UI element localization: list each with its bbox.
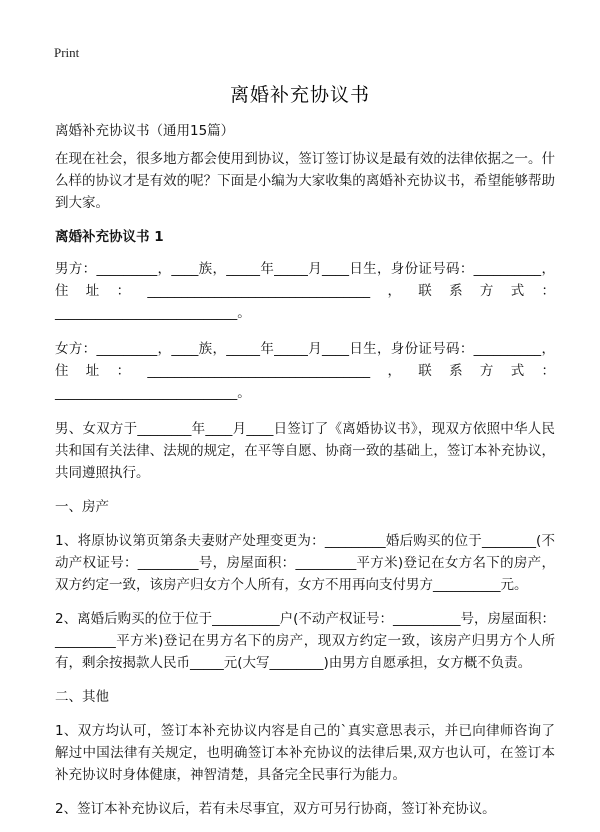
property-clause-2: 2、离婚后购买的位于位于__________户(不动产权证号：__________号，房屋面积：_________平方米)登记在男方名下的房产，现双方约定一致，该房产归男方个人所有，剩余按揭款人民币_____元(大写________)由男方自愿承担，女方概不负责。	[55, 611, 555, 671]
property-clause-1: 1、将原协议第页第条夫妻财产处理变更为：_________婚后购买的位于________(不动产权证号：_________号，房屋面积：_________平方米)登记在女方名下的房产，双方约定一致，该房产归女方个人所有，女方不用再向支付男方__________元。	[55, 533, 555, 593]
document-body	[55, 120, 555, 832]
property-heading: 一、房产	[55, 499, 109, 515]
other-clause-2: 2、签订本补充协议后，若有未尽事宜，双方可另行协商，签订补充协议。	[55, 801, 496, 817]
other-heading: 二、其他	[55, 689, 109, 705]
section-heading: 离婚补充协议书 1	[55, 229, 164, 245]
party-female-paragraph: 女方：_________，____族，_____年_____月____日生，身份证号码：__________，住址：_________________________________，联系方式：___________________________。	[55, 341, 555, 401]
intro-paragraph: 在现在社会，很多地方都会使用到协议，签订签订协议是最有效的法律依据之一。什么样的协议才是有效的呢？下面是小编为大家收集的离婚补充协议书，希望能够帮助到大家。	[55, 151, 555, 211]
document-subtitle: 离婚补充协议书（通用15篇）	[55, 123, 235, 139]
print-link[interactable]: Print	[54, 45, 80, 60]
page-title: 离婚补充协议书	[229, 84, 370, 106]
party-male-paragraph: 男方：_________，____族，_____年_____月____日生，身份证号码：__________，住址：_________________________________，联系方式：___________________________。	[55, 261, 555, 321]
agreement-paragraph: 男、女双方于________年____月____日签订了《离婚协议书》，现双方依照中华人民共和国有关法律、法规的规定，在平等自愿、协商一致的基础上，签订本补充协议，共同遵照执行。	[55, 421, 555, 481]
other-clause-1: 1、双方均认可，签订本补充协议内容是自己的`真实意思表示，并已向律师咨询了解过中国法律有关规定，也明确签订本补充协议的法律后果,双方也认可，在签订本补充协议时身体健康，神智清楚，具备完全民事行为能力。	[55, 723, 555, 783]
